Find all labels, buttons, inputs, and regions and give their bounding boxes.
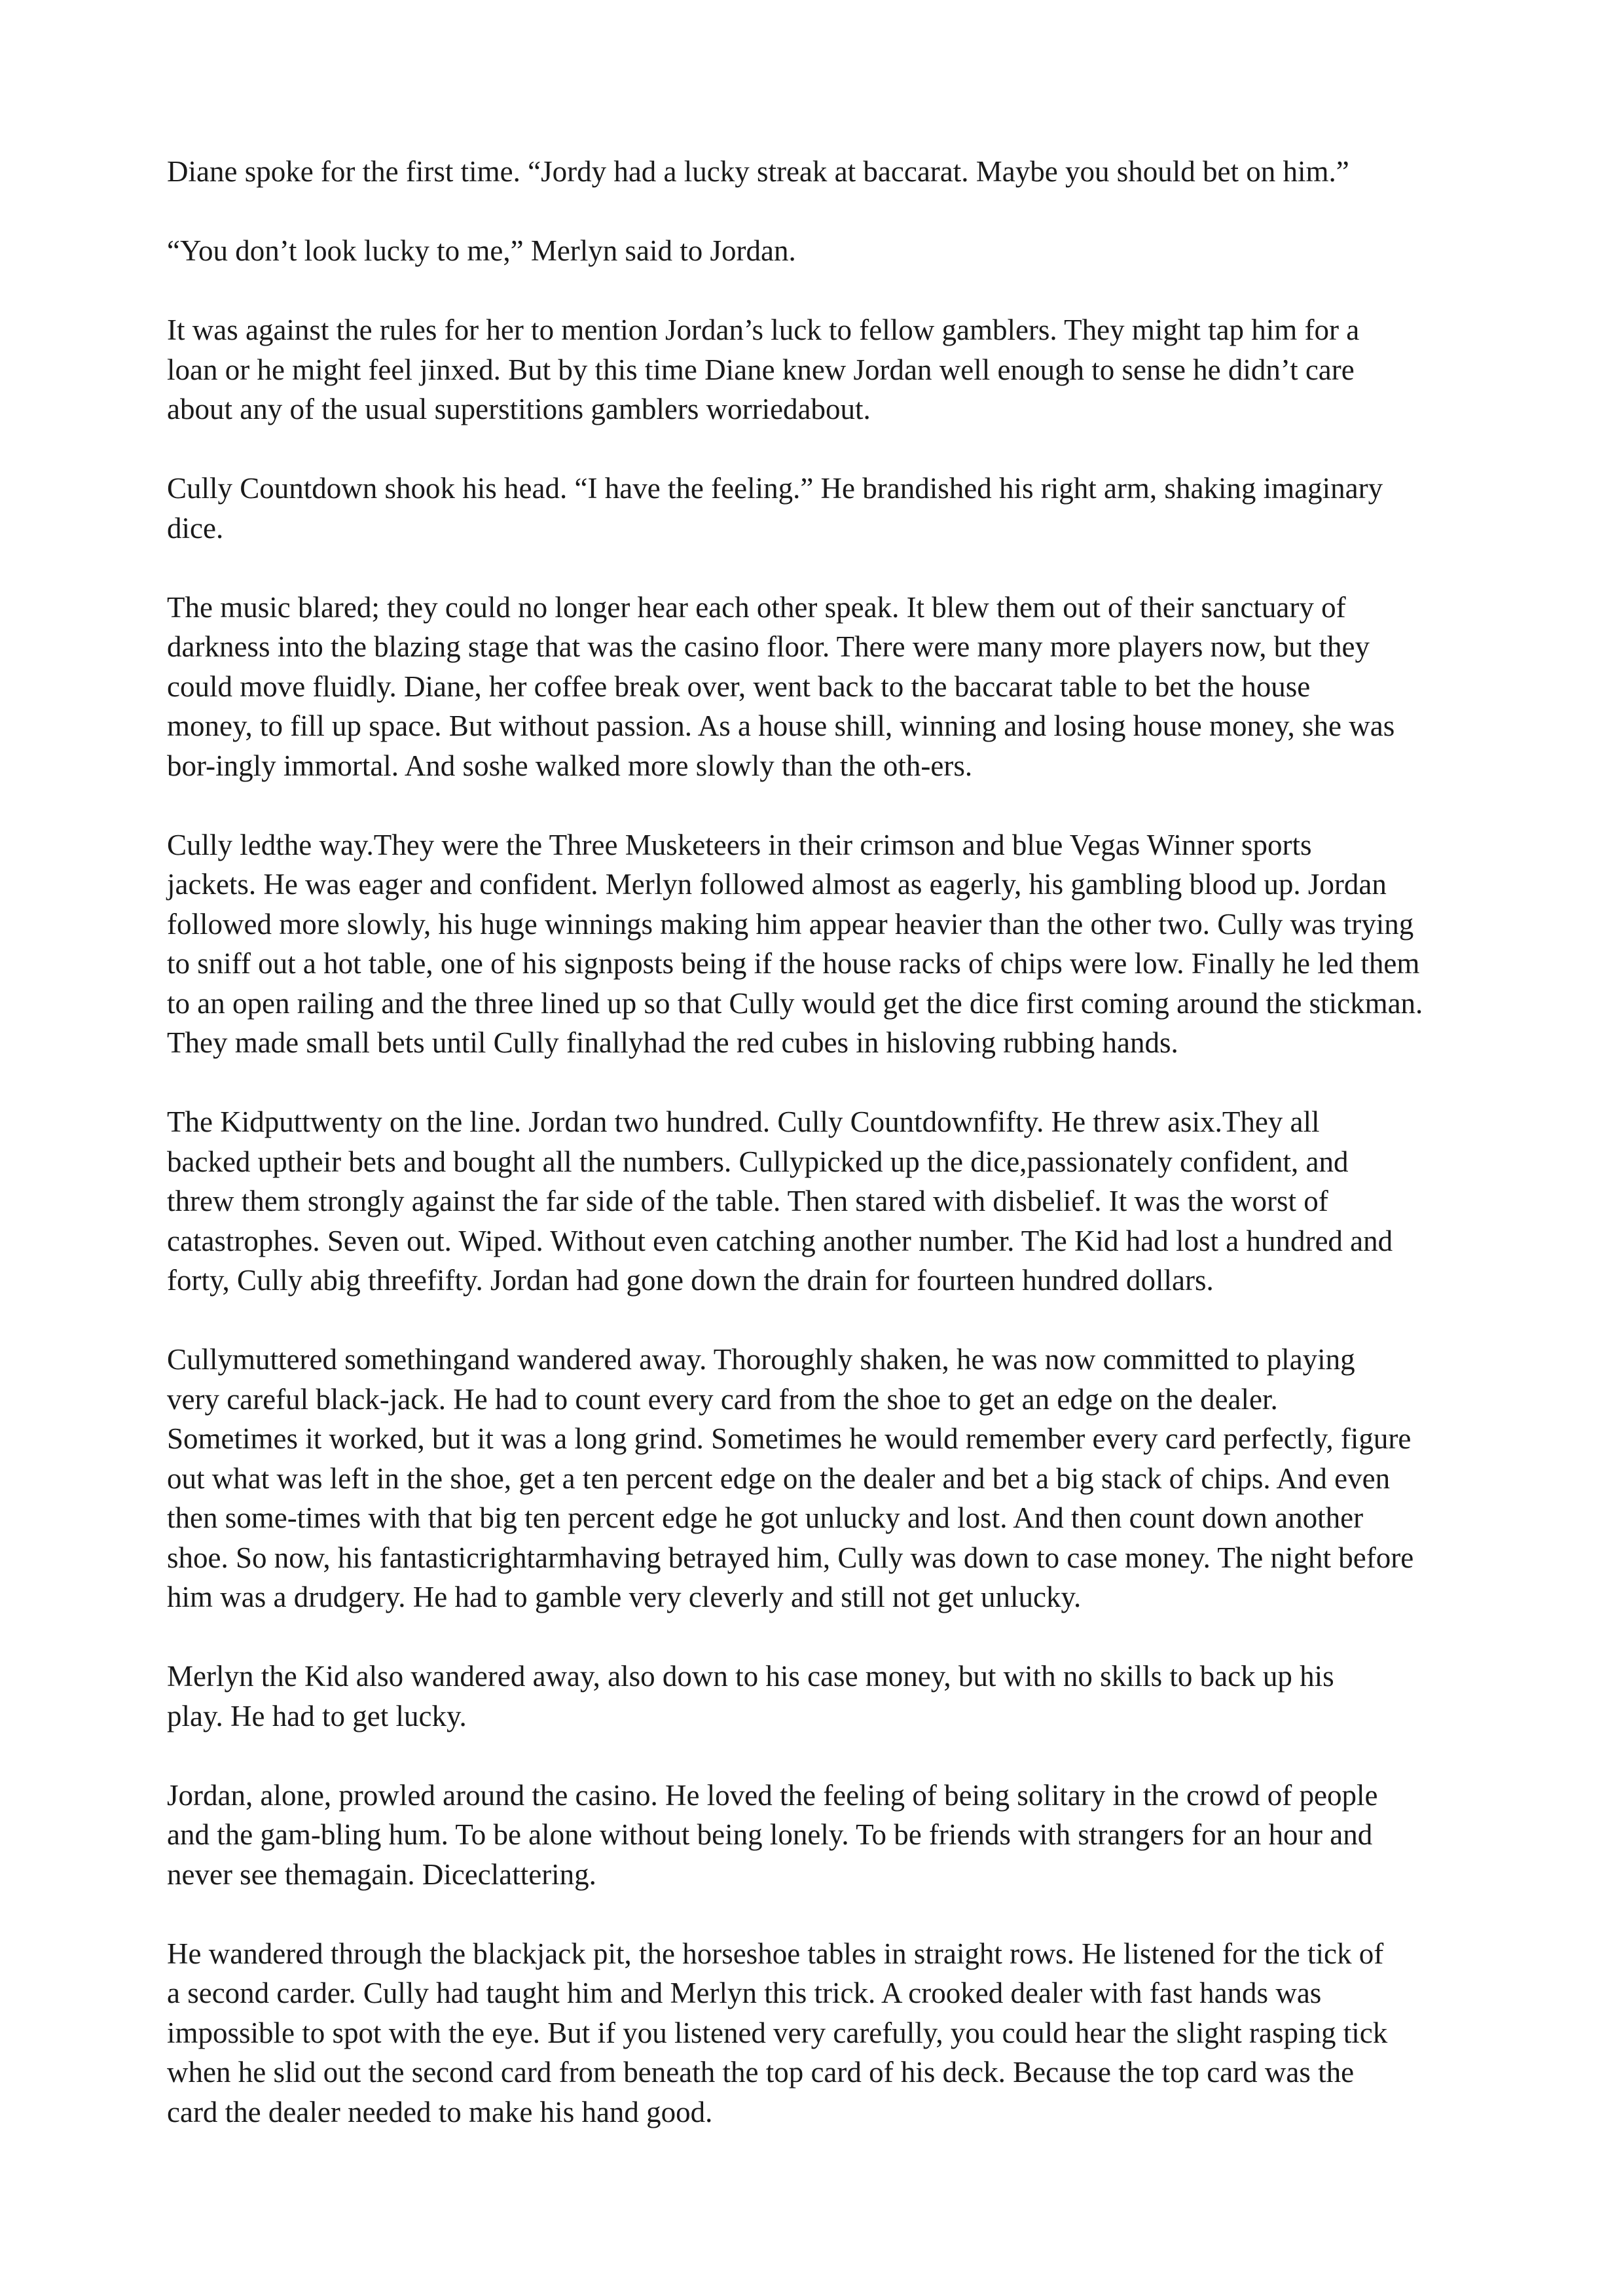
paragraph	[167, 1340, 1470, 1617]
text-line: dice.	[167, 511, 224, 545]
paragraph	[167, 825, 1470, 1063]
text-line: him was a drudgery. He had to gamble very cleverly and still not get unlucky.	[167, 1581, 1082, 1613]
text-line: a second carder. Cully had taught him and Merlyn this trick. A crooked dealer with fast hands was	[167, 1977, 1322, 2009]
text-line: backed uptheir bets and bought all the numbers. Cullypicked up the dice,passionately confident, and	[167, 1145, 1349, 1178]
text-line: to sniff out a hot table, one of his signposts being if the house racks of chips were low. Finally he led them	[167, 947, 1420, 980]
text-line: “You don’t look lucky to me,” Merlyn said to Jordan.	[167, 234, 796, 267]
text-line: about any of the usual superstitions gamblers worriedabout.	[167, 393, 871, 425]
text-line: out what was left in the shoe, get a ten percent edge on the dealer and bet a big stack of chips. And even	[167, 1462, 1391, 1495]
text-line: Jordan, alone, prowled around the casino. He loved the feeling of being solitary in the crowd of people	[167, 1778, 1378, 1812]
text-line: could move fluidly. Diane, her coffee break over, went back to the baccarat table to bet the house	[167, 670, 1311, 703]
paragraph	[167, 231, 1470, 271]
text-line: Cully Countdown shook his head. “I have the feeling.” He brandished his right arm, shaking imaginary	[167, 472, 1383, 505]
paragraph	[167, 310, 1470, 429]
text-line: and the gam-bling hum. To be alone without being lonely. To be friends with strangers for an hour and	[167, 1818, 1373, 1851]
text-line: money, to fill up space. But without passion. As a house shill, winning and losing house money, she was	[167, 709, 1395, 742]
paragraph	[167, 469, 1470, 548]
text-line: jackets. He was eager and confident. Merlyn followed almost as eagerly, his gambling blood up. Jordan	[167, 868, 1387, 901]
text-line: Cullymuttered somethingand wandered away. Thoroughly shaken, he was now committed to playing	[167, 1343, 1355, 1376]
paragraph	[167, 1934, 1470, 2132]
text-line: when he slid out the second card from beneath the top card of his deck. Because the top card was the	[167, 2056, 1355, 2089]
text-line: shoe. So now, his fantasticrightarmhaving betrayed him, Cully was down to case money. The night before	[167, 1541, 1414, 1574]
text-line: then some-times with that big ten percent edge he got unlucky and lost. And then count down another	[167, 1501, 1364, 1534]
text-line: forty, Cully abig threefifty. Jordan had gone down the drain for fourteen hundred dollars.	[167, 1264, 1214, 1297]
paragraph	[167, 1102, 1470, 1300]
text-line: Sometimes it worked, but it was a long grind. Sometimes he would remember every card perfectly, figure	[167, 1422, 1412, 1455]
text-line: very careful black-jack. He had to count every card from the shoe to get an edge on the dealer.	[167, 1382, 1278, 1416]
paragraph	[167, 588, 1470, 786]
text-line: Merlyn the Kid also wandered away, also down to his case money, but with no skills to back up his	[167, 1660, 1334, 1693]
text-line: darkness into the blazing stage that was the casino floor. There were many more players now, but they	[167, 630, 1370, 663]
paragraph	[167, 1776, 1470, 1895]
paragraph	[167, 1657, 1470, 1736]
text-line: Diane spoke for the first time. “Jordy had a lucky streak at baccarat. Maybe you should bet on him.”	[167, 155, 1349, 188]
text-line: catastrophes. Seven out. Wiped. Without even catching another number. The Kid had lost a hundred and	[167, 1224, 1393, 1257]
text-line: The Kidputtwenty on the line. Jordan two hundred. Cully Countdownfifty. He threw asix.They all	[167, 1105, 1320, 1138]
text-line: play. He had to get lucky.	[167, 1699, 467, 1732]
text-line: never see themagain. Diceclattering.	[167, 1857, 596, 1891]
text-line: loan or he might feel jinxed. But by this time Diane knew Jordan well enough to sense he didn’t care	[167, 353, 1355, 386]
text-line: threw them strongly against the far side of the table. Then stared with disbelief. It was the worst of	[167, 1185, 1328, 1217]
text-line: bor-ingly immortal. And soshe walked more slowly than the oth-ers.	[167, 749, 973, 782]
text-line: to an open railing and the three lined up so that Cully would get the dice first coming around the stickman.	[167, 986, 1423, 1020]
text-line: It was against the rules for her to mention Jordan’s luck to fellow gamblers. They might tap him for a	[167, 314, 1360, 346]
text-line: Cully ledthe way.They were the Three Musketeers in their crimson and blue Vegas Winner sports	[167, 828, 1312, 861]
text-line: The music blared; they could no longer hear each other speak. It blew them out of their sanctuary of	[167, 590, 1346, 624]
text-line: They made small bets until Cully finallyhad the red cubes in hisloving rubbing hands.	[167, 1026, 1178, 1059]
document-page	[167, 152, 1470, 2172]
text-line: card the dealer needed to make his hand good.	[167, 2095, 713, 2128]
text-line: followed more slowly, his huge winnings making him appear heavier than the other two. Cully was trying	[167, 907, 1414, 941]
paragraph	[167, 152, 1470, 192]
text-line: impossible to spot with the eye. But if you listened very carefully, you could hear the slight rasping tick	[167, 2016, 1388, 2049]
text-line: He wandered through the blackjack pit, the horseshoe tables in straight rows. He listened for the tick of	[167, 1937, 1384, 1970]
